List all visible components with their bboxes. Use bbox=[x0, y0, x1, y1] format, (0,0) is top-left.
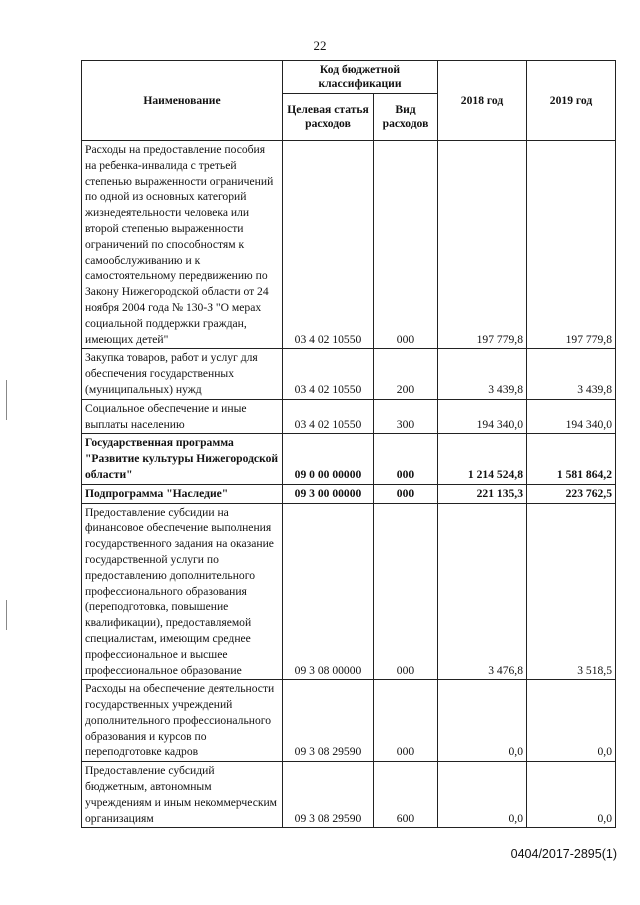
row-target-code: 09 3 08 29590 bbox=[283, 762, 374, 828]
scan-edge-mark bbox=[6, 380, 7, 420]
col-header-target: Целевая статья расходов bbox=[283, 94, 374, 141]
row-name: Предоставление субсидии на финансовое обеспечение выполнения государственного задания на оказание государственной услуги по предоставлению дополнительного профессионального образования (переподготовка, повышение квалификации), предоставляемой специалистам, имеющим среднее профессиональное и высшее профессиональное образование bbox=[82, 503, 283, 680]
table-row bbox=[82, 484, 616, 503]
scan-edge-mark bbox=[6, 600, 7, 630]
table-row bbox=[82, 399, 616, 434]
col-header-name: Наименование bbox=[82, 61, 283, 141]
header-row-1 bbox=[82, 61, 616, 94]
row-name: Подпрограмма "Наследие" bbox=[82, 484, 283, 503]
row-target-code: 09 3 08 29590 bbox=[283, 680, 374, 762]
row-value-2019: 3 518,5 bbox=[527, 503, 616, 680]
document-reference: 0404/2017-2895(1) bbox=[510, 847, 617, 861]
col-header-2018: 2018 год bbox=[438, 61, 527, 141]
row-value-2018: 1 214 524,8 bbox=[438, 434, 527, 484]
row-name: Предоставление субсидий бюджетным, автономным учреждениям и иным некоммерческим организациям bbox=[82, 762, 283, 828]
row-name: Расходы на обеспечение деятельности государственных учреждений дополнительного профессионального образования и курсов по переподготовке кадров bbox=[82, 680, 283, 762]
table-row bbox=[82, 680, 616, 762]
row-target-code: 03 4 02 10550 bbox=[283, 349, 374, 399]
row-value-2019: 0,0 bbox=[527, 680, 616, 762]
budget-table bbox=[81, 60, 616, 828]
row-value-2019: 197 779,8 bbox=[527, 141, 616, 349]
table-row bbox=[82, 762, 616, 828]
row-value-2018: 194 340,0 bbox=[438, 399, 527, 434]
page-number: 22 bbox=[313, 38, 327, 53]
row-target-code: 09 3 08 00000 bbox=[283, 503, 374, 680]
row-value-2018: 3 476,8 bbox=[438, 503, 527, 680]
row-value-2019: 3 439,8 bbox=[527, 349, 616, 399]
row-expense-type: 000 bbox=[374, 680, 438, 762]
row-value-2018: 221 135,3 bbox=[438, 484, 527, 503]
row-expense-type: 300 bbox=[374, 399, 438, 434]
table-row bbox=[82, 434, 616, 484]
col-header-code-group: Код бюджетной классификации bbox=[283, 61, 438, 94]
col-header-2019: 2019 год bbox=[527, 61, 616, 141]
row-expense-type: 200 bbox=[374, 349, 438, 399]
row-expense-type: 000 bbox=[374, 484, 438, 503]
row-target-code: 03 4 02 10550 bbox=[283, 399, 374, 434]
row-expense-type: 000 bbox=[374, 141, 438, 349]
row-name: Государственная программа "Развитие культуры Нижегородской области" bbox=[82, 434, 283, 484]
row-value-2018: 197 779,8 bbox=[438, 141, 527, 349]
table-row bbox=[82, 141, 616, 349]
row-expense-type: 000 bbox=[374, 503, 438, 680]
row-target-code: 09 0 00 00000 bbox=[283, 434, 374, 484]
row-target-code: 09 3 00 00000 bbox=[283, 484, 374, 503]
table-row bbox=[82, 349, 616, 399]
row-name: Закупка товаров, работ и услуг для обеспечения государственных (муниципальных) нужд bbox=[82, 349, 283, 399]
row-target-code: 03 4 02 10550 bbox=[283, 141, 374, 349]
row-value-2019: 1 581 864,2 bbox=[527, 434, 616, 484]
row-name: Социальное обеспечение и иные выплаты населению bbox=[82, 399, 283, 434]
row-name: Расходы на предоставление пособия на ребенка-инвалида с третьей степенью выраженности ограничений по одной из основных категорий жизнедеятельности человека или второй степенью выраженности ограничений по способностям к самообслуживанию и к самостоятельному передвижению по Закону Нижегородской области от 24 ноября 2004 года № 130-З "О мерах социальной поддержки граждан, имеющих детей" bbox=[82, 141, 283, 349]
row-value-2018: 0,0 bbox=[438, 680, 527, 762]
row-value-2018: 3 439,8 bbox=[438, 349, 527, 399]
table-row bbox=[82, 503, 616, 680]
row-value-2018: 0,0 bbox=[438, 762, 527, 828]
row-expense-type: 000 bbox=[374, 434, 438, 484]
row-expense-type: 600 bbox=[374, 762, 438, 828]
row-value-2019: 223 762,5 bbox=[527, 484, 616, 503]
row-value-2019: 0,0 bbox=[527, 762, 616, 828]
col-header-type: Вид расходов bbox=[374, 94, 438, 141]
row-value-2019: 194 340,0 bbox=[527, 399, 616, 434]
